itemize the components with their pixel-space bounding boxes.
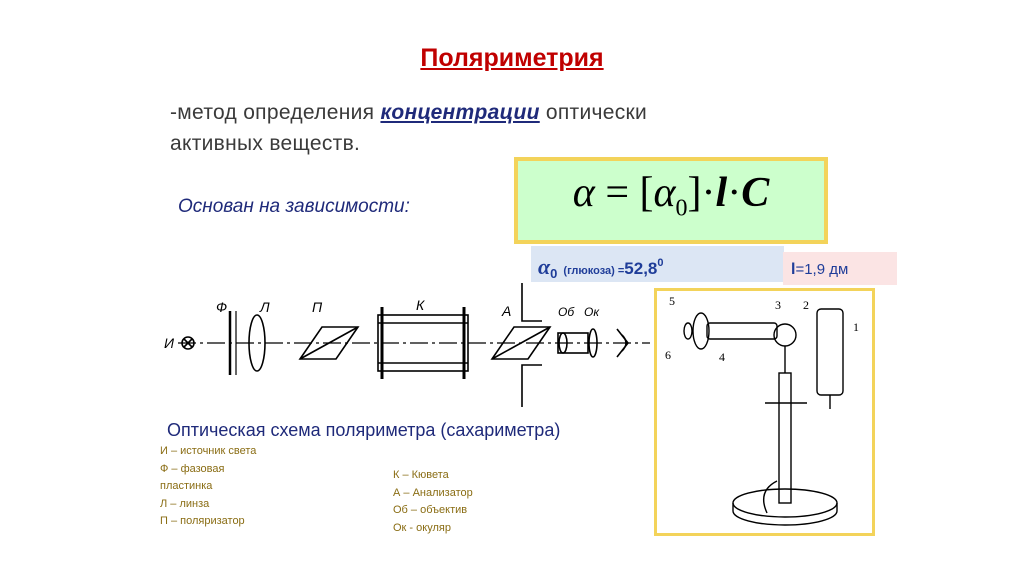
device-label-5: 5 (669, 294, 675, 308)
device-cable (764, 481, 777, 513)
device-stand (779, 373, 791, 503)
legend-item: Ок - окуляр (393, 521, 451, 534)
formula-c: C (741, 170, 770, 216)
formula (518, 169, 824, 222)
scheme-caption: Оптическая схема поляриметра (сахариметра) (167, 420, 561, 440)
legend-item: Ф – фазовая (160, 462, 225, 475)
formula-rest: ]· (687, 170, 716, 216)
polarimeter-drawing (657, 291, 872, 533)
formula-eq: = [ (594, 170, 654, 216)
scheme-label-ob: Об (558, 305, 575, 319)
legend-right (393, 467, 473, 537)
definition-line2: активных веществ. (170, 132, 361, 155)
length-number: =1,9 дм (795, 261, 849, 278)
device-label-1: 1 (853, 320, 859, 334)
definition-prefix: -метод определения (170, 101, 381, 124)
based-on-text: Основан на зависимости: (178, 196, 410, 217)
device-label-2: 2 (803, 298, 809, 312)
length-value (791, 261, 848, 279)
page-title: Поляриметрия (420, 44, 604, 72)
legend-left (160, 443, 256, 531)
device-label-4: 4 (719, 350, 725, 364)
device-lamp (817, 309, 843, 395)
device-base-side (733, 503, 837, 525)
formula-alpha: α (653, 170, 676, 216)
alpha0-symbol: α (538, 254, 551, 279)
alpha0-number: 52,8 (624, 259, 658, 278)
formula-sub: 0 (675, 195, 688, 222)
legend-item: пластинка (160, 480, 213, 492)
scheme-label-a: А (502, 303, 512, 319)
formula-l: l (715, 170, 728, 216)
formula-lhs: α (572, 170, 595, 216)
scheme-label-ok: Ок (584, 305, 599, 319)
formula-box (514, 157, 828, 244)
device-tube (707, 323, 777, 339)
alpha0-value (538, 254, 664, 281)
phase-plate-icon (230, 311, 236, 375)
definition-text (170, 97, 647, 159)
legend-item: Об – объектив (393, 504, 468, 516)
legend-item: И – источник света (160, 445, 257, 457)
device-label-3: 3 (775, 298, 781, 312)
length-label: l (791, 261, 796, 278)
device-label-6: 6 (665, 348, 671, 362)
polarimeter-illustration (654, 288, 875, 536)
scheme-label-i: И (164, 335, 175, 351)
alpha0-note: (глюкоза) = (563, 265, 625, 277)
scheme-label-k: К (416, 297, 425, 313)
formula-dot: · (727, 170, 742, 216)
optical-scheme-diagram (150, 283, 650, 413)
analyzer-housing (522, 283, 542, 407)
definition-keyword: концентрации (380, 101, 540, 124)
legend-item: А – Анализатор (393, 486, 473, 499)
scheme-label-l: Л (260, 299, 270, 315)
alpha0-degree: 0 (657, 257, 664, 269)
alpha0-sub: 0 (550, 266, 558, 281)
legend-item: Л – линза (160, 497, 210, 510)
legend-item: П – поляризатор (160, 515, 245, 527)
scheme-label-f: Ф (216, 299, 228, 315)
scheme-label-p: П (312, 299, 323, 315)
definition-suffix: оптически (539, 101, 648, 124)
legend-item: К – Кювета (393, 469, 449, 481)
